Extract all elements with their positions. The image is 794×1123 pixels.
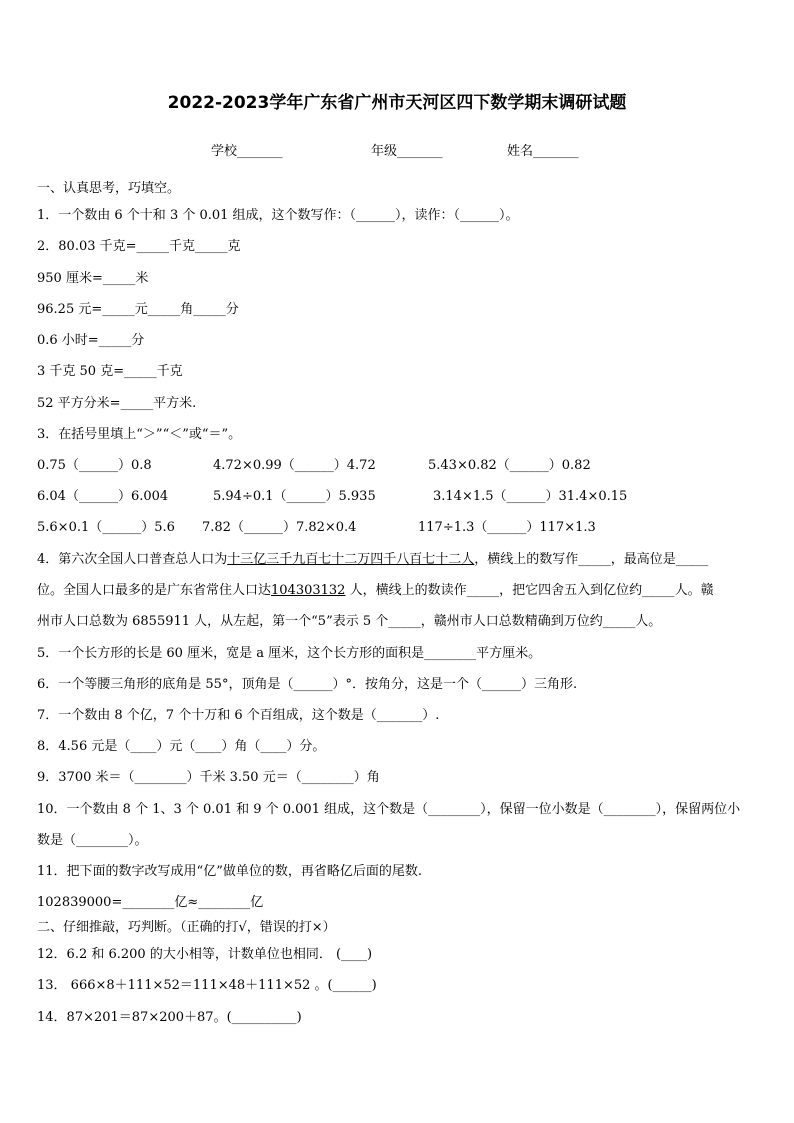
grade-field: 年级_______: [371, 144, 443, 159]
question-3-item: 7.82（______）7.82×0.4: [202, 520, 357, 535]
question-12: 12．6.2 和 6.200 的大小相等，计数单位也相同． (____): [37, 947, 373, 962]
question-9: 9．3700 米＝（________）千米 3.50 元＝（________）角: [37, 770, 380, 785]
question-4-underlined-number: 104303132: [271, 583, 346, 598]
question-4-underlined-number: 十三亿三千九百七十二万四千八百七十二人: [227, 552, 475, 567]
question-4-text: 人，横线上的数读作_____，把它四舍五入到亿位约_____人。赣: [345, 583, 714, 598]
question-8: 8．4.56 元是（____）元（____）角（____）分。: [37, 739, 326, 754]
question-3-item: 0.75（______）0.8: [37, 458, 152, 473]
question-6: 6．一个等腰三角形的底角是 55°，顶角是（______）°．按角分，这是一个（______）三角形.: [37, 677, 578, 692]
question-2-line-5: 3 千克 50 克=_____千克: [37, 364, 183, 379]
question-5: 5．一个长方形的长是 60 厘米，宽是 a 厘米，这个长方形的面积是________平方厘米。: [37, 646, 542, 661]
question-3-item: 5.43×0.82（______）0.82: [428, 458, 591, 473]
question-4-text: ，横线上的数写作_____，最高位是_____: [474, 552, 709, 567]
question-3-item: 5.6×0.1（______）5.6: [37, 520, 175, 535]
question-2-line-4: 0.6 小时=_____分: [37, 333, 145, 348]
question-3-item: 5.94÷0.1（______）5.935: [213, 489, 376, 504]
page-title: 2022-2023学年广东省广州市天河区四下数学期末调研试题: [167, 93, 627, 113]
question-13: 13． 666×8＋111×52＝111×48＋111×52 。(______): [37, 978, 377, 993]
name-field: 姓名_______: [507, 144, 579, 159]
question-2-line-3: 96.25 元=_____元_____角_____分: [37, 302, 239, 317]
question-3-item: 4.72×0.99（______）4.72: [213, 458, 376, 473]
question-11-line-2: 102839000=________亿≈________亿: [37, 895, 264, 910]
question-2-line-6: 52 平方分米=_____平方米.: [37, 396, 197, 411]
question-4-line-2: [37, 583, 714, 599]
question-4-line-1: [37, 552, 708, 568]
question-4-line-3: 州市人口总数为 6855911 人，从左起，第一个“5”表示 5 个_____，赣州市人口总数精确到万位约_____人。: [37, 614, 662, 629]
section-2-heading: 二、仔细推敲，巧判断。（正确的打√，错误的打×）: [37, 920, 336, 935]
question-2-line-1: 2．80.03 千克=_____千克_____克: [37, 239, 241, 254]
question-10-line-2: 数是（________）。: [37, 833, 148, 848]
question-11-line-1: 11．把下面的数字改写成用“亿”做单位的数，再省略亿后面的尾数.: [37, 864, 422, 879]
question-14: 14．87×201＝87×200＋87。(__________): [37, 1010, 302, 1025]
question-3-item: 3.14×1.5（______）31.4×0.15: [433, 489, 628, 504]
school-field: 学校_______: [211, 144, 283, 159]
question-3-stem: 3．在括号里填上“＞”“＜”或“＝”。: [37, 427, 242, 442]
section-1-heading: 一、认真思考，巧填空。: [37, 181, 181, 196]
question-1: 1．一个数由 6 个十和 3 个 0.01 组成，这个数写作：（______），读作：（______）。: [37, 208, 519, 223]
question-3-item: 6.04（______）6.004: [37, 489, 169, 504]
question-10-line-1: 10．一个数由 8 个 1、3 个 0.01 和 9 个 0.001 组成，这个数是（________），保留一位小数是（________），保留两位小: [37, 802, 741, 817]
question-2-line-2: 950 厘米=_____米: [37, 271, 149, 286]
question-7: 7．一个数由 8 个亿，7 个十万和 6 个百组成，这个数是（_______）.: [37, 708, 440, 723]
question-3-item: 117÷1.3（______）117×1.3: [418, 520, 596, 535]
question-4-text: 4．第六次全国人口普查总人口为: [37, 552, 228, 567]
question-4-text: 位。全国人口最多的是广东省常住人口达: [37, 583, 272, 598]
